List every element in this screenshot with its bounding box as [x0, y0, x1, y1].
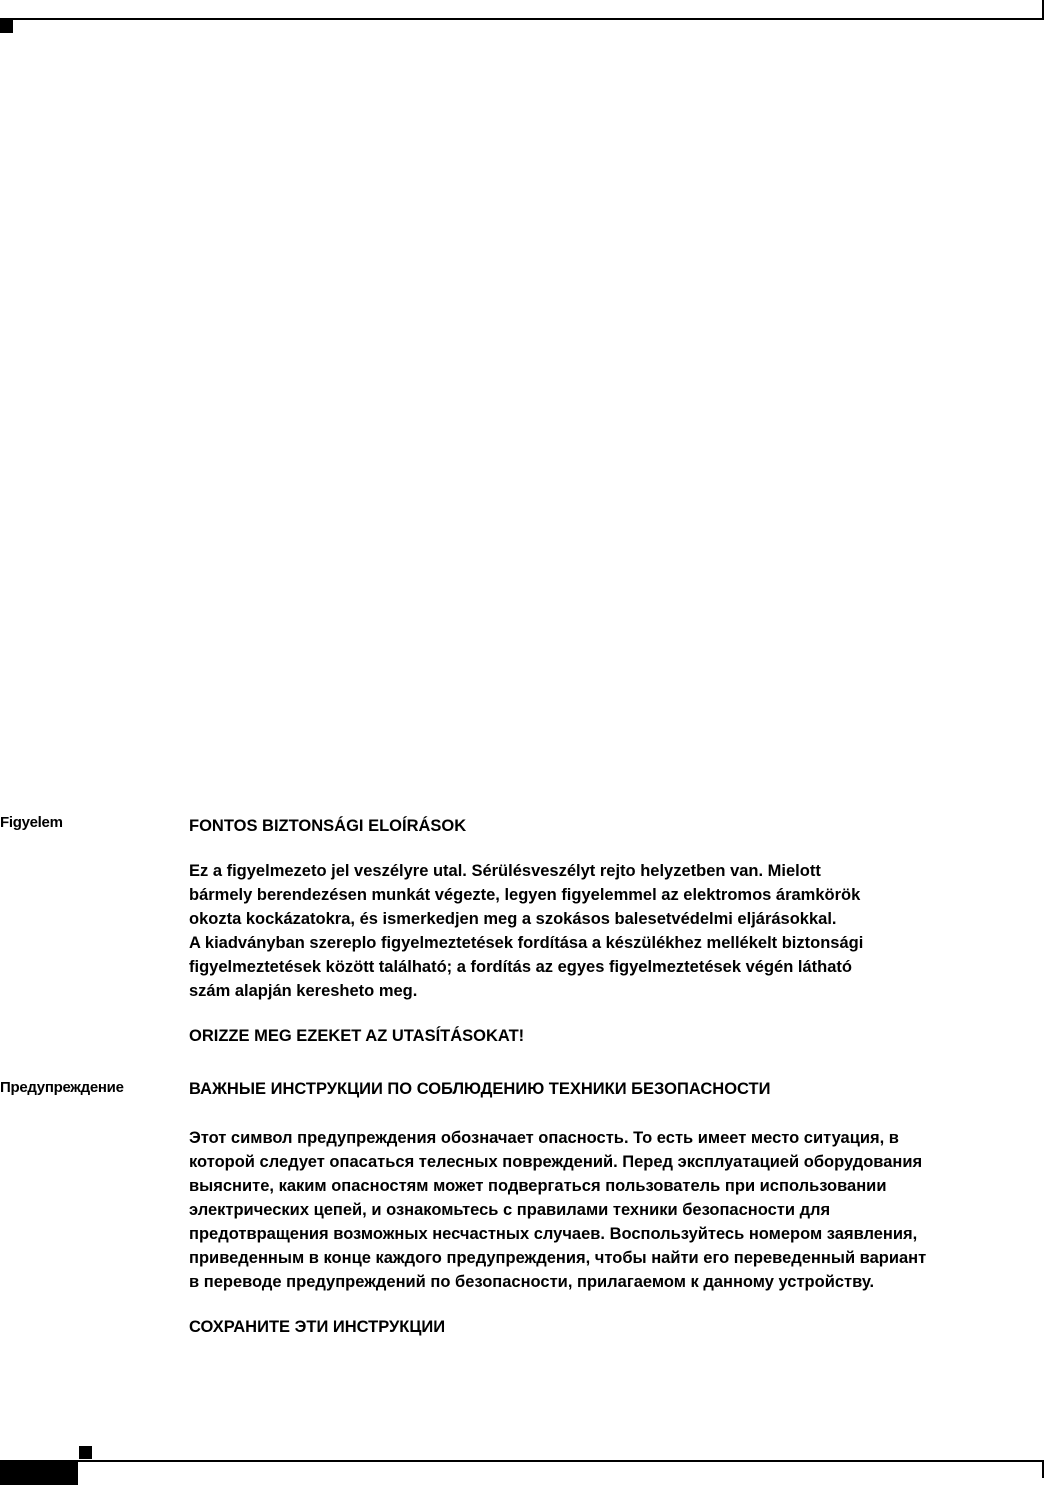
body-line: электрических цепей, и ознакомьтесь с правилами техники безопасности для: [189, 1201, 831, 1219]
warning-heading-russian: ВАЖНЫЕ ИНСТРУКЦИИ ПО СОБЛЮДЕНИЮ ТЕХНИКИ БЕЗОПАСНОСТИ: [189, 1080, 771, 1098]
warning-heading-hungarian: FONTOS BIZTONSÁGI ELOÍRÁSOK: [189, 817, 467, 835]
body-line: предотвращения возможных несчастных случаев. Воспользуйтесь номером заявления,: [189, 1225, 918, 1243]
body-line: выясните, каким опасностям может подвергаться пользователь при использовании: [189, 1177, 887, 1195]
warning-body-russian: [189, 1126, 1049, 1294]
footer-marker: [79, 1446, 92, 1459]
warning-content-russian: [189, 1079, 1049, 1337]
body-line: szám alapján keresheto meg.: [189, 982, 418, 1000]
footer-rule: [0, 1460, 1044, 1462]
body-line: figyelmeztetések között található; a fordítás az egyes figyelmeztetések végén látható: [189, 958, 852, 976]
header-rule: [0, 18, 1044, 20]
header-marker: [0, 20, 13, 33]
warning-footer-hungarian: ORIZZE MEG EZEKET AZ UTASÍTÁSOKAT!: [189, 1027, 525, 1045]
body-line: Ez a figyelmezeto jel veszélyre utal. Sérülésveszélyt rejto helyzetben van. Mielott: [189, 862, 821, 880]
body-line: которой следует опасаться телесных повреждений. Перед эксплуатацией оборудования: [189, 1153, 923, 1171]
footer-edge-tick: [1042, 1462, 1044, 1478]
footer-page-tab: [0, 1462, 78, 1485]
header-edge-tick: [1042, 0, 1044, 20]
warning-label-hungarian: Figyelem: [0, 814, 63, 831]
warning-footer-russian: СОХРАНИТЕ ЭТИ ИНСТРУКЦИИ: [189, 1318, 446, 1336]
warning-label-russian: Предупреждение: [0, 1079, 124, 1096]
body-line: bármely berendezésen munkát végezte, legyen figyelemmel az elektromos áramkörök: [189, 886, 861, 904]
warning-body-hungarian: [189, 859, 1049, 1003]
body-line: в переводе предупреждений по безопасности, прилагаемом к данному устройству.: [189, 1273, 875, 1291]
body-line: приведенным в конце каждого предупреждения, чтобы найти его переведенный вариант: [189, 1249, 927, 1267]
body-line: A kiadványban szereplo figyelmeztetések fordítása a készülékhez mellékelt biztonsági: [189, 934, 864, 952]
body-line: Этот символ предупреждения обозначает опасность. То есть имеет место ситуация, в: [189, 1129, 899, 1147]
warning-content-hungarian: [189, 814, 1049, 1046]
body-line: okozta kockázatokra, és ismerkedjen meg a szokásos balesetvédelmi eljárásokkal.: [189, 910, 837, 928]
